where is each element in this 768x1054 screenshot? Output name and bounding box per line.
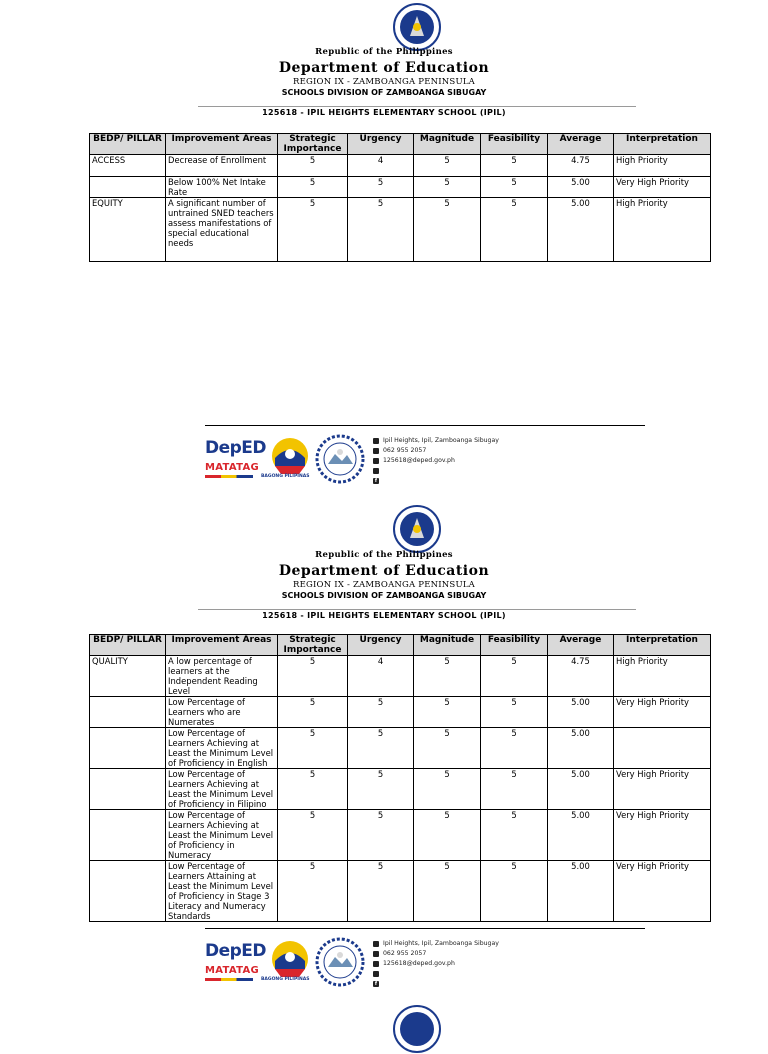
contact-info	[373, 939, 499, 989]
strategic-importance-cell: 5	[278, 656, 348, 697]
interpretation-cell: Very High Priority	[614, 810, 711, 861]
facebook-icon: f	[374, 981, 378, 987]
feasibility-cell: 5	[481, 155, 548, 177]
interpretation-cell: Very High Priority	[614, 697, 711, 728]
deped-seal-icon	[392, 1004, 442, 1054]
table-row	[90, 769, 711, 810]
header-pillar: BEDP/ PILLAR	[90, 134, 166, 155]
school-seal-icon	[315, 937, 365, 987]
header-feasibility: Feasibility	[481, 635, 548, 656]
strategic-importance-cell: 5	[278, 198, 348, 262]
contact-web[interactable]	[373, 969, 499, 979]
matatag-stripe	[205, 978, 253, 981]
department-title: Department of Education	[278, 60, 490, 76]
table-row	[90, 810, 711, 861]
header-feasibility: Feasibility	[481, 134, 548, 155]
contact-phone: 062 955 2057	[373, 949, 499, 959]
pillar-cell: ACCESS	[90, 155, 166, 177]
division-line: SCHOOLS DIVISION OF ZAMBOANGA SIBUGAY	[281, 591, 487, 600]
pillar-cell: QUALITY	[90, 656, 166, 697]
urgency-cell: 5	[348, 769, 414, 810]
header-pillar: BEDP/ PILLAR	[90, 635, 166, 656]
feasibility-cell: 5	[481, 697, 548, 728]
republic-line: Republic of the Philippines	[315, 47, 453, 57]
pillar-cell	[90, 697, 166, 728]
header-urgency: Urgency	[348, 635, 414, 656]
contact-phone: 062 955 2057	[373, 446, 499, 456]
average-cell: 4.75	[548, 155, 614, 177]
average-cell: 5.00	[548, 861, 614, 922]
footer	[205, 935, 645, 989]
deped-matatag-logo	[205, 941, 267, 985]
header-interpretation: Interpretation	[614, 134, 711, 155]
interpretation-cell: High Priority	[614, 198, 711, 262]
average-cell: 4.75	[548, 656, 614, 697]
email-icon	[373, 961, 379, 967]
magnitude-cell: 5	[414, 697, 481, 728]
interpretation-cell: High Priority	[614, 656, 711, 697]
strategic-importance-cell: 5	[278, 697, 348, 728]
bagong-pilipinas-text: BAGONG PILIPINAS	[261, 977, 310, 982]
school-name: 125618 - IPIL HEIGHTS ELEMENTARY SCHOOL (IPIL)	[262, 611, 506, 620]
matatag-text: MATATAG	[205, 965, 260, 976]
deped-logo-text: DepED	[205, 438, 267, 458]
contact-email[interactable]: 125618@deped.gov.ph	[373, 959, 499, 969]
improvement-area-cell: Decrease of Enrollment	[166, 155, 278, 177]
footer-rule	[205, 928, 645, 929]
table-row	[90, 656, 711, 697]
magnitude-cell: 5	[414, 728, 481, 769]
header-average: Average	[548, 134, 614, 155]
table-row	[90, 861, 711, 922]
feasibility-cell: 5	[481, 810, 548, 861]
table-row	[90, 728, 711, 769]
improvement-area-cell: Low Percentage of Learners Achieving at Least the Minimum Level of Proficiency in Numeracy	[166, 810, 278, 861]
average-cell: 5.00	[548, 728, 614, 769]
pillar-cell	[90, 769, 166, 810]
strategic-importance-cell: 5	[278, 177, 348, 198]
contact-address: Ipil Heights, Ipil, Zamboanga Sibugay	[373, 939, 499, 949]
pillar-cell	[90, 810, 166, 861]
header-magnitude: Magnitude	[414, 134, 481, 155]
magnitude-cell: 5	[414, 656, 481, 697]
interpretation-cell: High Priority	[614, 155, 711, 177]
average-cell: 5.00	[548, 810, 614, 861]
header-average: Average	[548, 635, 614, 656]
region-line: REGION IX - ZAMBOANGA PENINSULA	[293, 580, 475, 590]
improvement-area-cell: Low Percentage of Learners who are Numerates	[166, 697, 278, 728]
urgency-cell: 5	[348, 177, 414, 198]
strategic-importance-cell: 5	[278, 155, 348, 177]
header-improvement-areas: Improvement Areas	[166, 134, 278, 155]
interpretation-cell	[614, 728, 711, 769]
contact-facebook[interactable]	[373, 979, 499, 989]
magnitude-cell: 5	[414, 177, 481, 198]
urgency-cell: 5	[348, 198, 414, 262]
magnitude-cell: 5	[414, 198, 481, 262]
pillar-cell	[90, 728, 166, 769]
priority-table-2	[89, 634, 711, 922]
magnitude-cell: 5	[414, 155, 481, 177]
interpretation-cell: Very High Priority	[614, 769, 711, 810]
pillar-cell	[90, 861, 166, 922]
header-strategic-importance: Strategic Importance	[278, 635, 348, 656]
phone-icon	[373, 951, 379, 957]
urgency-cell: 5	[348, 697, 414, 728]
region-line: REGION IX - ZAMBOANGA PENINSULA	[293, 77, 475, 87]
matatag-text: MATATAG	[205, 462, 260, 473]
school-name: 125618 - IPIL HEIGHTS ELEMENTARY SCHOOL (IPIL)	[262, 108, 506, 117]
average-cell: 5.00	[548, 198, 614, 262]
feasibility-cell: 5	[481, 198, 548, 262]
urgency-cell: 5	[348, 728, 414, 769]
department-title: Department of Education	[278, 563, 490, 579]
table-row	[90, 697, 711, 728]
web-icon	[373, 971, 379, 977]
header-interpretation: Interpretation	[614, 635, 711, 656]
location-icon	[373, 941, 379, 947]
magnitude-cell: 5	[414, 861, 481, 922]
bagong-pilipinas-text: BAGONG PILIPINAS	[261, 474, 310, 479]
header-improvement-areas: Improvement Areas	[166, 635, 278, 656]
improvement-area-cell: Below 100% Net Intake Rate	[166, 177, 278, 198]
strategic-importance-cell: 5	[278, 769, 348, 810]
average-cell: 5.00	[548, 697, 614, 728]
contact-email[interactable]: 125618@deped.gov.ph	[373, 456, 499, 466]
improvement-area-cell: Low Percentage of Learners Attaining at Least the Minimum Level of Proficiency in Stage 3 Literacy and Numeracy Standards	[166, 861, 278, 922]
strategic-importance-cell: 5	[278, 810, 348, 861]
strategic-importance-cell: 5	[278, 728, 348, 769]
interpretation-cell: Very High Priority	[614, 177, 711, 198]
republic-line: Republic of the Philippines	[315, 550, 453, 560]
interpretation-cell: Very High Priority	[614, 861, 711, 922]
table-header-row	[90, 635, 711, 656]
feasibility-cell: 5	[481, 656, 548, 697]
facebook-icon: f	[374, 478, 378, 484]
urgency-cell: 4	[348, 155, 414, 177]
improvement-area-cell: A significant number of untrained SNED teachers assess manifestations of special educational needs	[166, 198, 278, 262]
improvement-area-cell: Low Percentage of Learners Achieving at Least the Minimum Level of Proficiency in English	[166, 728, 278, 769]
feasibility-cell: 5	[481, 177, 548, 198]
urgency-cell: 4	[348, 656, 414, 697]
header-strategic-importance: Strategic Importance	[278, 134, 348, 155]
feasibility-cell: 5	[481, 861, 548, 922]
magnitude-cell: 5	[414, 769, 481, 810]
strategic-importance-cell: 5	[278, 861, 348, 922]
header-urgency: Urgency	[348, 134, 414, 155]
feasibility-cell: 5	[481, 728, 548, 769]
average-cell: 5.00	[548, 177, 614, 198]
deped-logo-text: DepED	[205, 941, 267, 961]
header-magnitude: Magnitude	[414, 635, 481, 656]
contact-address: Ipil Heights, Ipil, Zamboanga Sibugay	[373, 436, 499, 446]
improvement-area-cell: Low Percentage of Learners Achieving at Least the Minimum Level of Proficiency in Filipino	[166, 769, 278, 810]
magnitude-cell: 5	[414, 810, 481, 861]
pillar-cell: EQUITY	[90, 198, 166, 262]
header-rule	[198, 609, 636, 610]
improvement-area-cell: A low percentage of learners at the Independent Reading Level	[166, 656, 278, 697]
average-cell: 5.00	[548, 769, 614, 810]
urgency-cell: 5	[348, 810, 414, 861]
urgency-cell: 5	[348, 861, 414, 922]
deped-seal-icon	[392, 504, 442, 554]
feasibility-cell: 5	[481, 769, 548, 810]
division-line: SCHOOLS DIVISION OF ZAMBOANGA SIBUGAY	[281, 88, 487, 97]
